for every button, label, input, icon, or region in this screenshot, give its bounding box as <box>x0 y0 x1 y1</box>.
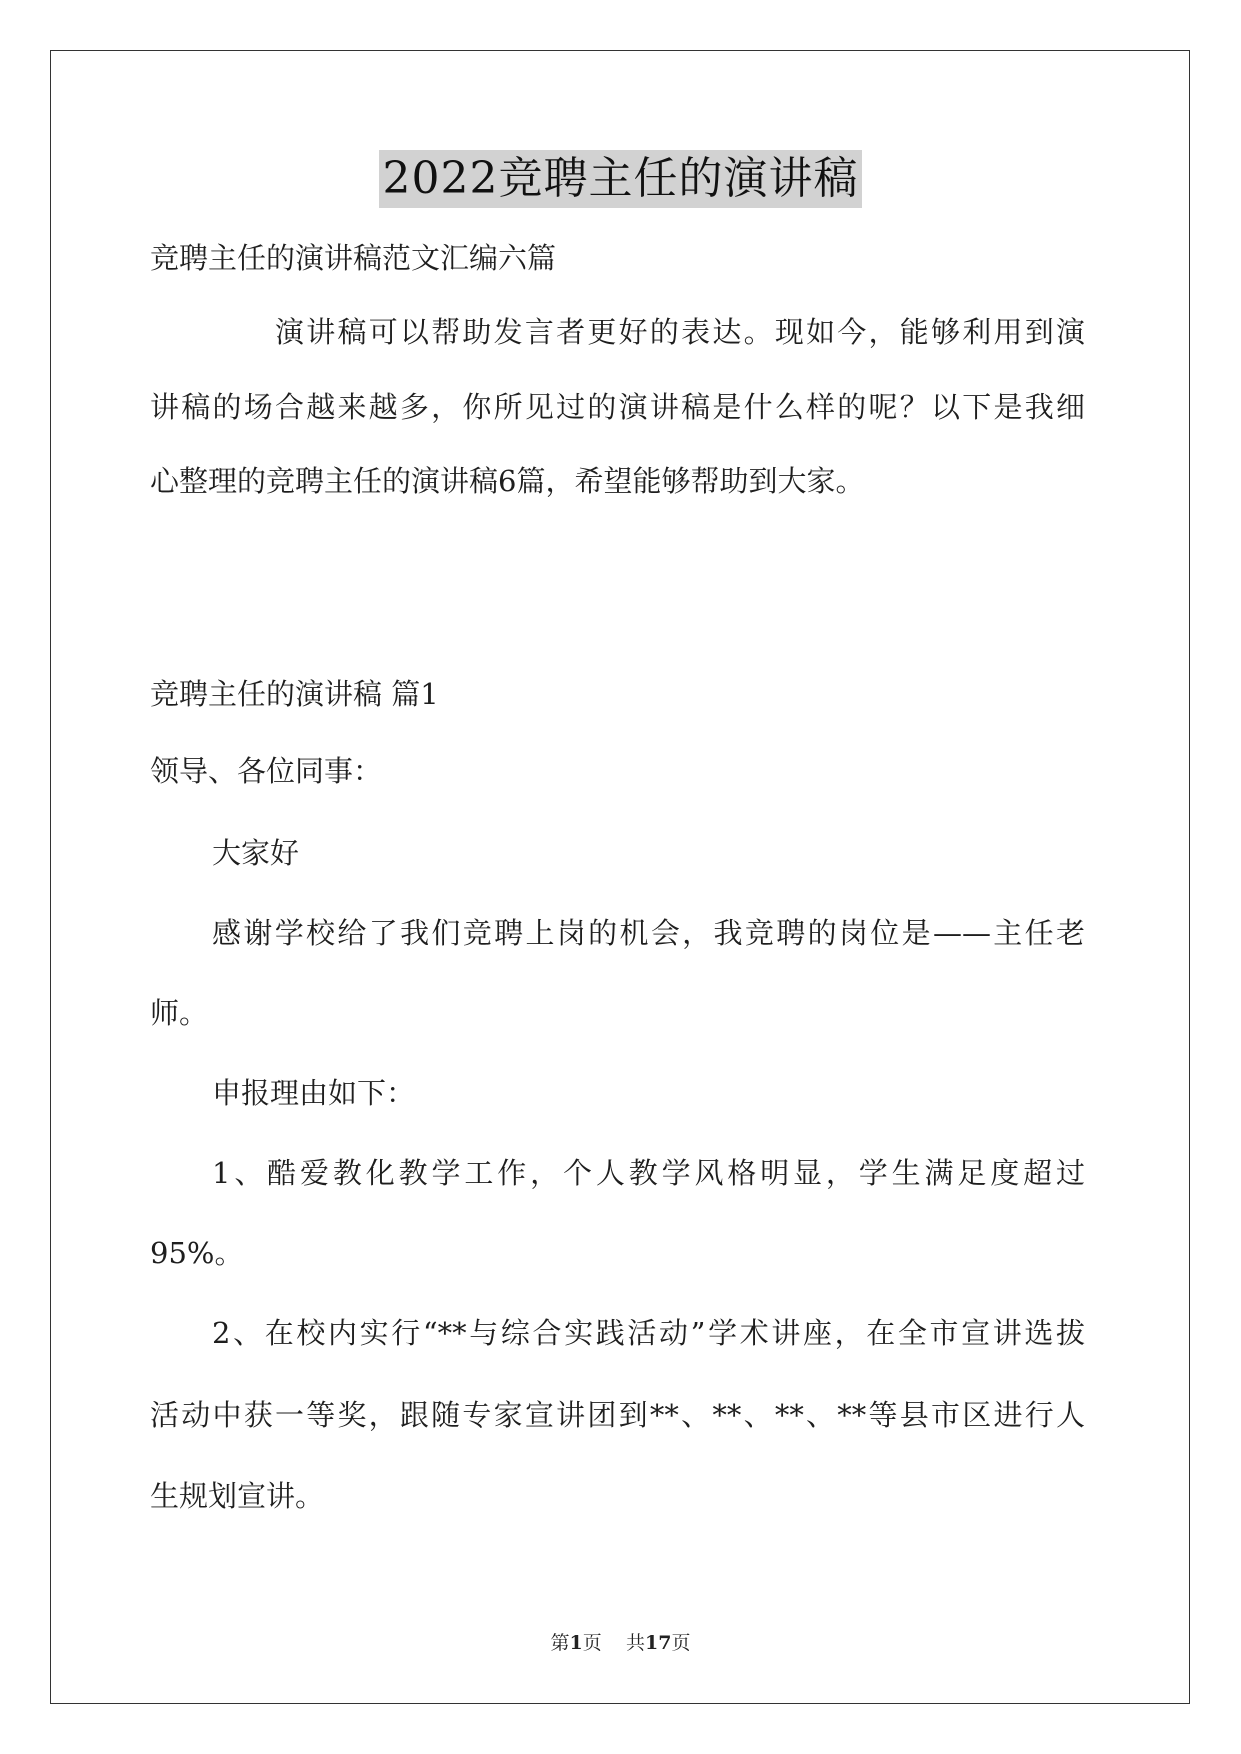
reason-2-line-1: 2、在校内实行“**与综合实践活动”学术讲座，在全市宣讲选拔 <box>212 1316 1085 1350</box>
reason-2-line-2: 活动中获一等奖，跟随专家宣讲团到**、**、**、**等县市区进行人 <box>150 1398 1085 1432</box>
document-subtitle: 竞聘主任的演讲稿范文汇编六篇 <box>150 241 557 275</box>
reason-1-line-2: 95%。 <box>150 1236 244 1270</box>
reason-1-line-1: 1、酷爱教化教学工作，个人教学风格明显，学生满足度超过 <box>212 1156 1085 1190</box>
reasons-heading: 申报理由如下： <box>212 1076 416 1110</box>
total-suffix: 页 <box>671 1632 691 1654</box>
intro-line-2: 讲稿的场合越来越多，你所见过的演讲稿是什么样的呢？以下是我细 <box>150 390 1085 424</box>
page-border <box>50 50 1190 1704</box>
section-heading: 竞聘主任的演讲稿 篇1 <box>150 677 439 711</box>
intro-line-3: 心整理的竞聘主任的演讲稿6篇，希望能够帮助到大家。 <box>150 464 865 498</box>
intro-line-1: 演讲稿可以帮助发言者更好的表达。现如今，能够利用到演 <box>275 315 1085 349</box>
title-container <box>0 150 1241 208</box>
salutation: 领导、各位同事： <box>150 754 383 788</box>
paragraph-1-line-1: 感谢学校给了我们竞聘上岗的机会，我竞聘的岗位是——主任老 <box>212 916 1085 950</box>
document-title: 2022竞聘主任的演讲稿 <box>379 150 863 208</box>
total-prefix: 共 <box>625 1632 645 1654</box>
page-current: 1 <box>569 1632 583 1654</box>
page-suffix: 页 <box>582 1632 602 1654</box>
page-prefix: 第 <box>550 1632 570 1654</box>
reason-2-line-3: 生规划宣讲。 <box>150 1479 325 1513</box>
greeting: 大家好 <box>212 836 300 870</box>
page-footer <box>0 1628 1241 1655</box>
paragraph-1-line-2: 师。 <box>150 996 209 1030</box>
page-total: 17 <box>644 1632 672 1654</box>
